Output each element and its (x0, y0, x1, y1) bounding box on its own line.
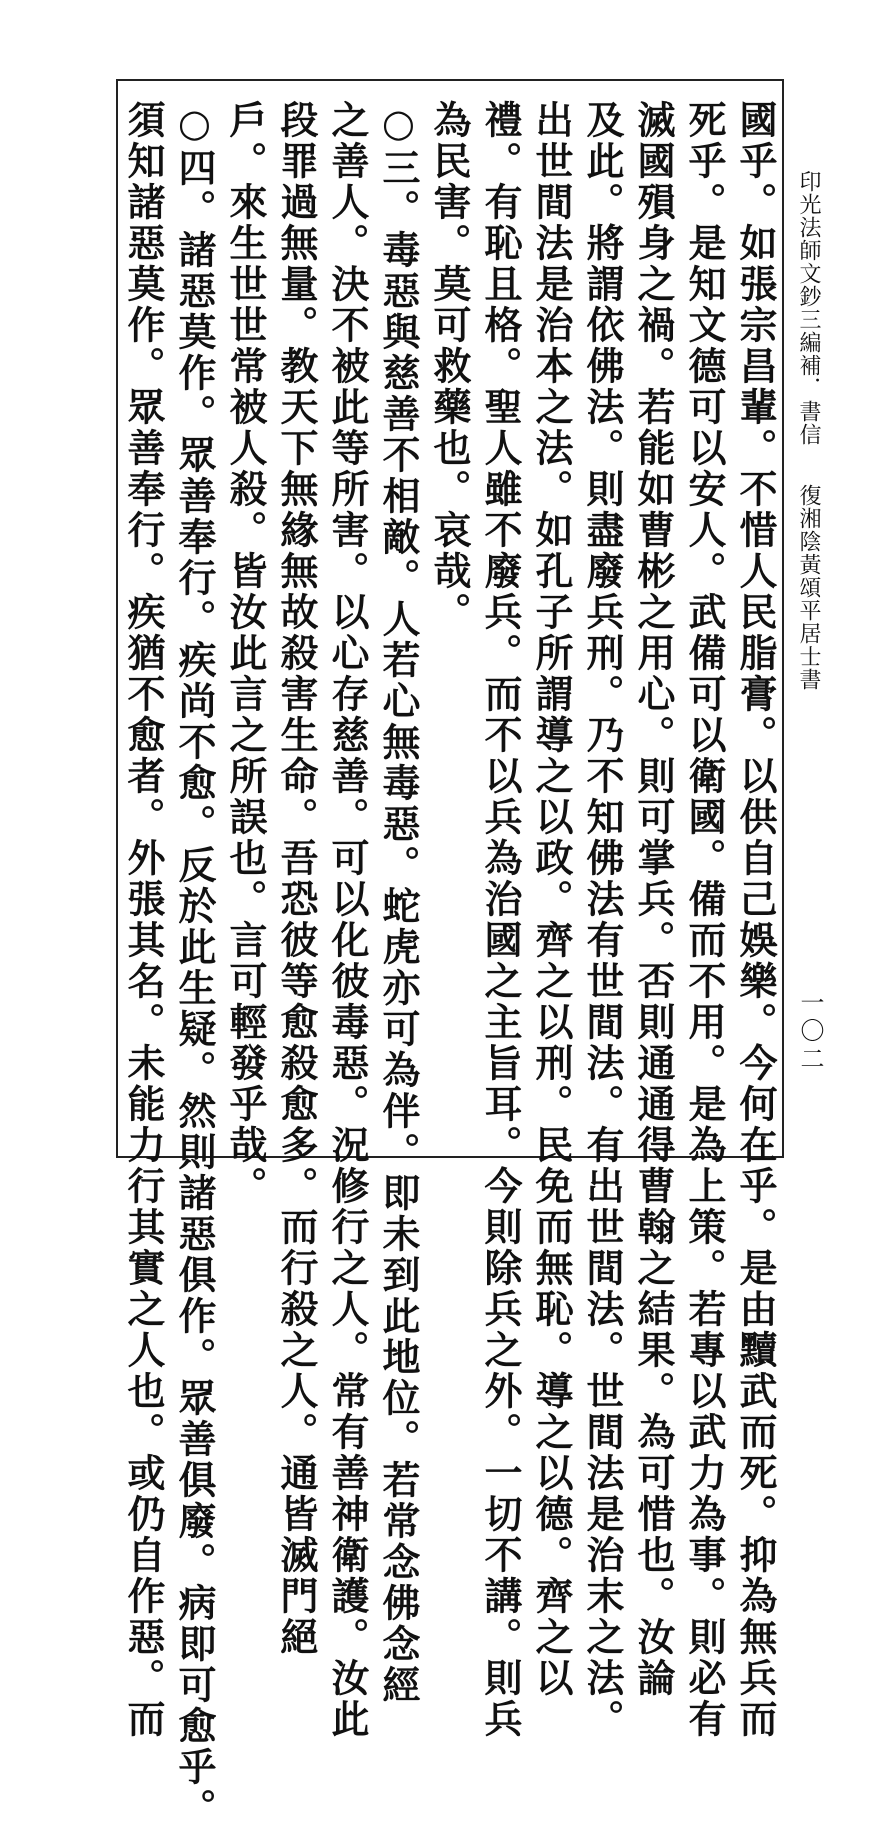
text-column: 及此。將謂依佛法。則盡廢兵刑。乃不知佛法有世間法。有出世間法。世間法是治末之法。 (580, 100, 625, 1740)
text-column: 禮。有恥且格。聖人雖不廢兵。而不以兵為治國之主旨耳。今則除兵之外。一切不講。則兵 (478, 100, 523, 1740)
text-column: 死乎。是知文德可以安人。武備可以衛國。備而不用。是為上策。若專以武力為事。則必有 (682, 100, 727, 1740)
text-column: 為民害。莫可救藥也。哀哉。 (427, 100, 472, 633)
text-column: ○四。諸惡莫作。眾善奉行。疾尚不愈。反於此生疑。然則諸惡俱作。眾善俱廢。病即可愈乎。 (172, 100, 217, 1829)
text-column: 出世間法是治本之法。如孔子所謂導之以政。齊之以刑。民免而無恥。導之以德。齊之以 (529, 100, 574, 1699)
text-column: 滅國殞身之禍。若能如曹彬之用心。則可掌兵。否則通通得曹翰之結果。為可惜也。汝論 (631, 100, 676, 1699)
page-number: 一〇二 (796, 990, 824, 1074)
text-column: 國乎。如張宗昌輩。不惜人民脂膏。以供自己娛樂。今何在乎。是由黷武而死。抑為無兵而 (733, 100, 778, 1740)
running-header (795, 170, 821, 691)
text-column: 須知諸惡莫作。眾善奉行。疾猶不愈者。外張其名。未能力行其實之人也。或仍自作惡。而 (121, 100, 166, 1740)
text-column: ○三。毒惡與慈善不相敵。人若心無毒惡。蛇虎亦可為伴。即未到此地位。若常念佛念經 (376, 100, 421, 1706)
letter-title: 復湘陰黃頌平居士書 (796, 484, 821, 691)
text-column: 戶。來生世世常被人殺。皆汝此言之所誤也。言可輕發乎哉。 (223, 100, 268, 1207)
text-column: 段罪過無量。教天下無緣無故殺害生命。吾恐彼等愈殺愈多。而行殺之人。通皆滅門絕 (274, 100, 319, 1658)
book-title: 印光法師文鈔三編補 (796, 170, 821, 377)
text-column: 之善人。決不被此等所害。以心存慈善。可以化彼毒惡。況修行之人。常有善神衛護。汝此 (325, 100, 370, 1740)
section-label: ．書信 (796, 377, 821, 446)
